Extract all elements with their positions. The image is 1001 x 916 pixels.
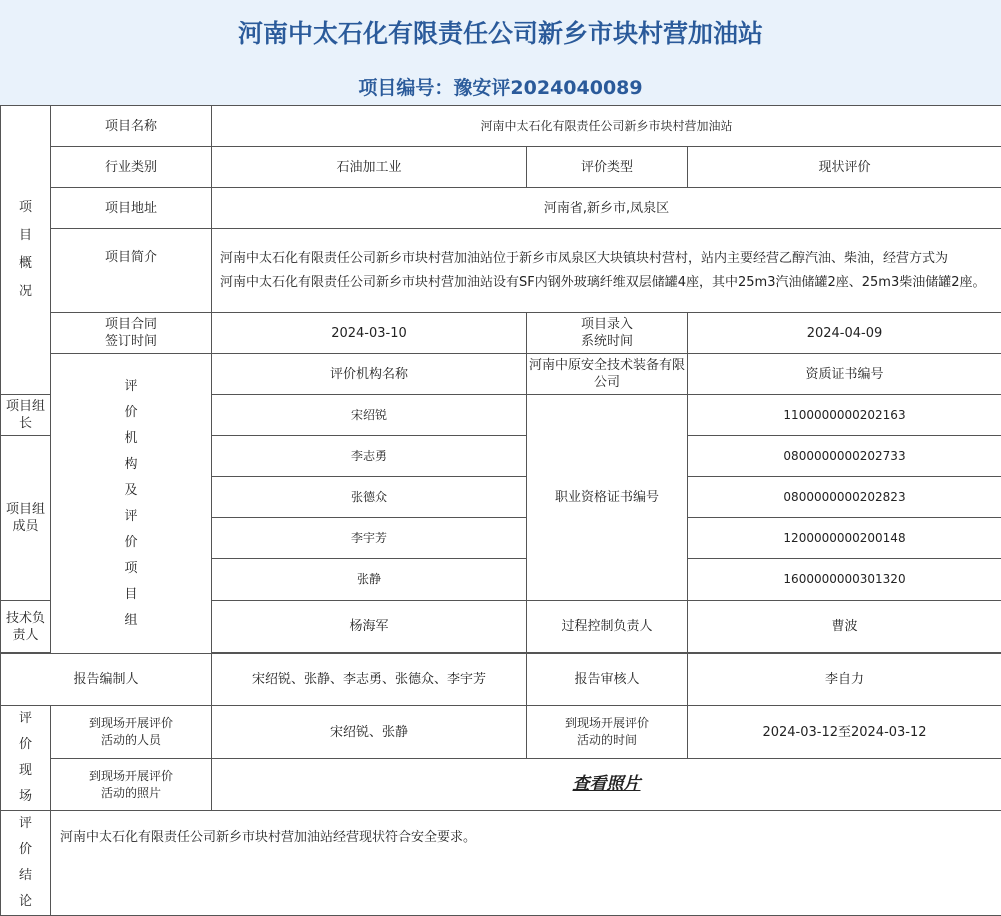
row-industry xyxy=(1,147,1001,188)
site-time-value: 2024-03-12至2024-03-12 xyxy=(688,706,1001,759)
tech-value: 杨海军 xyxy=(212,601,527,653)
leader-cert: 1100000000202163 xyxy=(688,395,1001,436)
page-title: 河南中太石化有限责任公司新乡市块村营加油站 xyxy=(0,14,1001,50)
entry-label: 项目录入 系统时间 xyxy=(527,313,688,354)
row-report xyxy=(1,654,1001,706)
leader-name: 宋绍锐 xyxy=(212,395,527,436)
report-reviewer-value: 李自力 xyxy=(688,654,1001,706)
org-value: 河南中原安全技术装备有限公司 xyxy=(527,354,688,395)
row-intro xyxy=(1,229,1001,313)
site-people-label: 到现场开展评价 活动的人员 xyxy=(51,706,212,759)
report-author-value: 宋绍锐、张静、李志勇、张德众、李宇芳 xyxy=(212,654,527,706)
section-project-overview: 项目概况 xyxy=(1,106,51,395)
contract-value: 2024-03-10 xyxy=(212,313,527,354)
qualification-label: 职业资格证书编号 xyxy=(527,395,688,601)
row-site-photo xyxy=(1,759,1001,811)
project-name-label: 项目名称 xyxy=(51,106,212,147)
project-code-label: 项目编号： xyxy=(358,77,453,99)
member-name: 张静 xyxy=(212,559,527,601)
intro-label: 项目简介 xyxy=(51,229,212,313)
tech-label: 技术负责人 xyxy=(1,601,51,653)
report-reviewer-label: 报告审核人 xyxy=(527,654,688,706)
cert-label: 资质证书编号 xyxy=(688,354,1001,395)
row-project-name xyxy=(1,106,1001,147)
section-evaluation-team: 评价机构及评价项目组 xyxy=(51,354,212,654)
site-time-label: 到现场开展评价 活动的时间 xyxy=(527,706,688,759)
industry-value: 石油加工业 xyxy=(212,147,527,188)
view-photos-link[interactable]: 查看照片 xyxy=(573,774,641,794)
leader-label: 项目组长 xyxy=(1,395,51,436)
eval-type-label: 评价类型 xyxy=(527,147,688,188)
section-conclusion: 评价结论 xyxy=(1,811,51,916)
row-dates xyxy=(1,313,1001,354)
entry-value: 2024-04-09 xyxy=(688,313,1001,354)
contract-label: 项目合同 签订时间 xyxy=(51,313,212,354)
site-people-value: 宋绍锐、张静 xyxy=(212,706,527,759)
row-org xyxy=(1,354,1001,395)
project-info-table xyxy=(0,105,1001,916)
process-label: 过程控制负责人 xyxy=(527,601,688,653)
members-label: 项目组成员 xyxy=(1,436,51,601)
eval-type-value: 现状评价 xyxy=(688,147,1001,188)
address-value: 河南省,新乡市,凤泉区 xyxy=(212,188,1001,229)
member-cert: 1600000000301320 xyxy=(688,559,1001,601)
site-photo-cell xyxy=(212,759,1001,811)
row-site-people xyxy=(1,706,1001,759)
report-author-label: 报告编制人 xyxy=(1,654,212,706)
project-name-value: 河南中太石化有限责任公司新乡市块村营加油站 xyxy=(212,106,1001,147)
address-label: 项目地址 xyxy=(51,188,212,229)
intro-line-1: 河南中太石化有限责任公司新乡市块村营加油站位于新乡市凤泉区大块镇块村营村，站内主要经营乙醇汽油、柴油，经营方式为 xyxy=(220,247,1001,271)
section-site: 评价现场 xyxy=(1,706,51,811)
row-address xyxy=(1,188,1001,229)
member-cert: 0800000000202823 xyxy=(688,477,1001,518)
project-code xyxy=(0,73,1001,100)
member-cert: 1200000000200148 xyxy=(688,518,1001,559)
org-label: 评价机构名称 xyxy=(212,354,527,395)
row-conclusion xyxy=(1,811,1001,916)
member-cert: 0800000000202733 xyxy=(688,436,1001,477)
member-name: 张德众 xyxy=(212,477,527,518)
member-name: 李宇芳 xyxy=(212,518,527,559)
intro-line-2: 河南中太石化有限责任公司新乡市块村营加油站设有SF内钢外玻璃纤维双层储罐4座，其中25m3汽油储罐2座、25m3柴油储罐2座。 xyxy=(220,271,1001,295)
intro-value xyxy=(212,229,1001,313)
conclusion-value: 河南中太石化有限责任公司新乡市块村营加油站经营现状符合安全要求。 xyxy=(51,811,1001,916)
page-header xyxy=(0,0,1001,106)
process-value: 曹波 xyxy=(688,601,1001,653)
member-name: 李志勇 xyxy=(212,436,527,477)
industry-label: 行业类别 xyxy=(51,147,212,188)
project-code-value: 豫安评2024040089 xyxy=(453,77,642,99)
site-photo-label: 到现场开展评价 活动的照片 xyxy=(51,759,212,811)
